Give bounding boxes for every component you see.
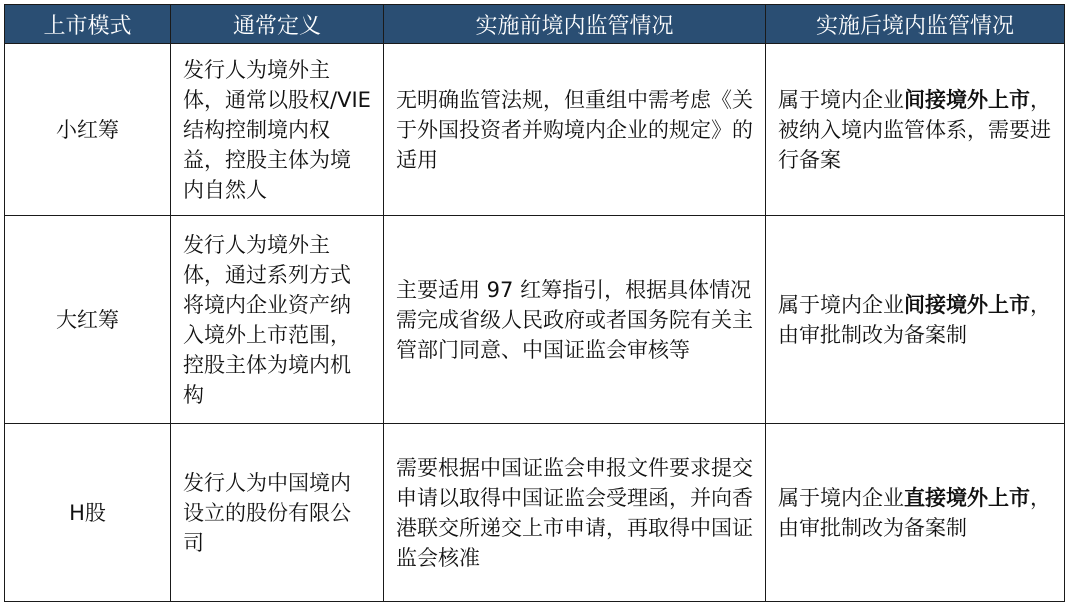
after-text-prefix: 属于境内企业: [778, 485, 904, 510]
definition-cell: 发行人为中国境内设立的股份有限公司: [171, 424, 384, 602]
listing-mode-cell: H股: [5, 424, 171, 602]
definition-cell: 发行人为境外主体，通常以股权/VIE结构控制境内权益，控股主体为境内自然人: [171, 44, 384, 216]
after-text-emphasis: 间接境外上市: [904, 87, 1030, 112]
header-listing-mode: 上市模式: [5, 5, 171, 44]
after-regulation-cell: [766, 424, 1065, 602]
header-before-regulation: 实施前境内监管情况: [384, 5, 766, 44]
header-after-regulation: 实施后境内监管情况: [766, 5, 1065, 44]
after-text-prefix: 属于境内企业: [778, 87, 904, 112]
after-text-prefix: 属于境内企业: [778, 292, 904, 317]
table-row: [5, 216, 1065, 424]
definition-cell: 发行人为境外主体，通过系列方式将境内企业资产纳入境外上市范围，控股主体为境内机构: [171, 216, 384, 424]
after-regulation-cell: [766, 216, 1065, 424]
after-text-suffix: ，由审批制改为备案制: [778, 485, 1051, 540]
header-row: [5, 5, 1065, 44]
after-regulation-cell: [766, 44, 1065, 216]
before-regulation-cell: 需要根据中国证监会申报文件要求提交申请以取得中国证监会受理函，并向香港联交所递交上市申请，再取得中国证监会核准: [384, 424, 766, 602]
after-text-emphasis: 直接境外上市: [904, 485, 1030, 510]
listing-mode-cell: 大红筹: [5, 216, 171, 424]
listing-regulation-table: [4, 4, 1065, 602]
table-row: [5, 424, 1065, 602]
table-row: [5, 44, 1065, 216]
after-text-emphasis: 间接境外上市: [904, 292, 1030, 317]
before-regulation-cell: 无明确监管法规，但重组中需考虑《关于外国投资者并购境内企业的规定》的适用: [384, 44, 766, 216]
header-definition: 通常定义: [171, 5, 384, 44]
before-regulation-cell: 主要适用 97 红筹指引，根据具体情况需完成省级人民政府或者国务院有关主管部门同意、中国证监会审核等: [384, 216, 766, 424]
after-text-suffix: ，由审批制改为备案制: [778, 292, 1051, 347]
after-text-suffix: ，被纳入境内监管体系，需要进行备案: [778, 87, 1051, 172]
listing-mode-cell: 小红筹: [5, 44, 171, 216]
